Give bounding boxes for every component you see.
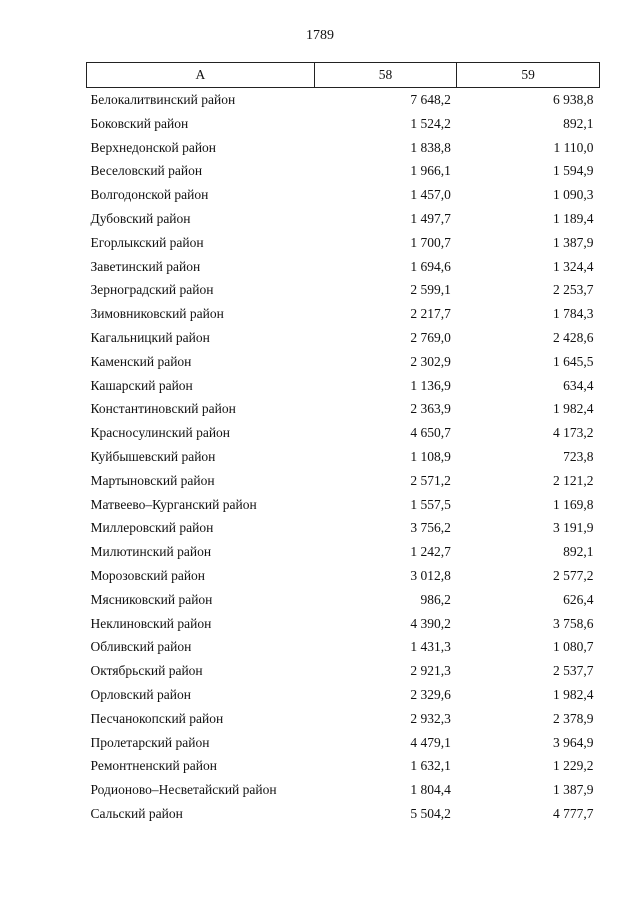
table-row: [87, 397, 600, 421]
row-value-58: 2 217,7: [410, 306, 451, 322]
table-row: [87, 802, 600, 826]
table-row: [87, 540, 600, 564]
table-row: [87, 564, 600, 588]
table-row: [87, 445, 600, 469]
table-row: [87, 612, 600, 636]
table-row: [87, 731, 600, 755]
table-row: [87, 255, 600, 279]
row-name: Волгодонской район: [90, 187, 209, 203]
row-name: Ремонтненский район: [90, 758, 217, 774]
row-value-59: 3 964,9: [553, 734, 594, 750]
table-row: [87, 707, 600, 731]
row-value-59: 1 387,9: [553, 782, 594, 798]
row-value-58: 1 524,2: [410, 115, 451, 131]
table-row: [87, 88, 600, 112]
row-value-58: 1 431,3: [410, 639, 451, 655]
row-name: Обливский район: [90, 639, 192, 655]
row-value-59: 4 777,7: [553, 805, 594, 821]
row-value-59: 723,8: [563, 448, 594, 464]
row-value-58: 3 756,2: [410, 520, 451, 536]
table-row: [87, 683, 600, 707]
row-value-59: 2 121,2: [553, 472, 594, 488]
table-row: [87, 112, 600, 136]
row-name: Верхнедонской район: [90, 139, 217, 155]
row-name: Дубовский район: [90, 210, 191, 226]
header-col-59: 59: [457, 63, 600, 88]
row-value-58: 1 108,9: [410, 448, 451, 464]
row-value-59: 1 169,8: [553, 496, 594, 512]
header-col-a: А: [87, 63, 315, 88]
table-row: [87, 421, 600, 445]
row-value-58: 2 932,3: [410, 710, 451, 726]
row-name: Сальский район: [90, 805, 183, 821]
row-name: Кашарский район: [90, 377, 193, 393]
row-value-58: 2 921,3: [410, 663, 451, 679]
row-value-58: 4 650,7: [410, 425, 451, 441]
row-value-58: 7 648,2: [410, 92, 451, 107]
row-value-58: 5 504,2: [410, 805, 451, 821]
row-name: Матвеево–Курганский район: [90, 496, 257, 512]
row-value-59: 634,4: [563, 377, 594, 393]
row-value-59: 1 982,4: [553, 686, 594, 702]
row-value-59: 1 982,4: [553, 401, 594, 417]
row-name: Зерноградский район: [90, 282, 214, 298]
table-row: [87, 278, 600, 302]
row-value-58: 986,2: [420, 591, 451, 607]
row-name: Белокалитвинский район: [90, 92, 236, 107]
row-name: Егорлыкский район: [90, 234, 204, 250]
row-value-58: 1 136,9: [410, 377, 451, 393]
row-value-58: 2 769,0: [410, 329, 451, 345]
table-row: [87, 588, 600, 612]
table-row: [87, 207, 600, 231]
row-name: Каменский район: [90, 353, 192, 369]
table-row: [87, 302, 600, 326]
row-value-59: 4 173,2: [553, 425, 594, 441]
row-name: Милютинский район: [90, 544, 212, 560]
row-value-58: 2 363,9: [410, 401, 451, 417]
row-value-59: 1 090,3: [553, 187, 594, 203]
table-row: [87, 659, 600, 683]
row-value-59: 1 324,4: [553, 258, 594, 274]
row-value-58: 2 599,1: [410, 282, 451, 298]
row-value-58: 2 302,9: [410, 353, 451, 369]
row-name: Родионово–Несветайский район: [90, 782, 277, 798]
table-header: [87, 63, 600, 88]
row-value-59: 2 253,7: [553, 282, 594, 298]
header-col-58: 58: [314, 63, 457, 88]
table-row: [87, 350, 600, 374]
row-name: Неклиновский район: [90, 615, 212, 631]
table-row: [87, 231, 600, 255]
row-value-58: 4 479,1: [410, 734, 451, 750]
row-name: Куйбышевский район: [90, 448, 216, 464]
row-value-59: 1 110,0: [553, 139, 594, 155]
row-name: Зимовниковский район: [90, 306, 224, 322]
row-value-59: 1 229,2: [553, 758, 594, 774]
row-value-58: 1 838,8: [410, 139, 451, 155]
row-value-59: 3 191,9: [553, 520, 594, 536]
row-value-59: 2 378,9: [553, 710, 594, 726]
row-name: Мясниковский район: [90, 591, 213, 607]
row-value-59: 1 387,9: [553, 234, 594, 250]
row-name: Пролетарский район: [90, 734, 210, 750]
row-value-58: 1 804,4: [410, 782, 451, 798]
table-row: [87, 374, 600, 398]
table-row: [87, 516, 600, 540]
row-name: Красносулинский район: [90, 425, 231, 441]
row-value-59: 1 784,3: [553, 306, 594, 322]
table-body: [87, 88, 600, 826]
row-value-58: 2 571,2: [410, 472, 451, 488]
row-value-58: 3 012,8: [410, 567, 451, 583]
row-value-59: 626,4: [563, 591, 594, 607]
row-name: Песчанокопский район: [90, 710, 224, 726]
table-row: [87, 635, 600, 659]
row-value-59: 892,1: [563, 544, 594, 560]
row-name: Миллеровский район: [90, 520, 214, 536]
row-value-59: 1 189,4: [553, 210, 594, 226]
row-value-58: 1 242,7: [410, 544, 451, 560]
row-name: Заветинский район: [90, 258, 201, 274]
row-value-58: 1 497,7: [410, 210, 451, 226]
row-name: Константиновский район: [90, 401, 236, 417]
table-row: [87, 183, 600, 207]
row-value-58: 2 329,6: [410, 686, 451, 702]
row-name: Октябрьский район: [90, 663, 203, 679]
row-value-59: 2 537,7: [553, 663, 594, 679]
row-value-59: 892,1: [563, 115, 594, 131]
row-value-58: 4 390,2: [410, 615, 451, 631]
row-name: Боковский район: [90, 115, 189, 131]
row-name: Веселовский район: [90, 163, 203, 179]
table-row: [87, 159, 600, 183]
row-value-59: 3 758,6: [553, 615, 594, 631]
row-value-59: 6 938,8: [553, 92, 594, 107]
row-value-58: 1 557,5: [410, 496, 451, 512]
row-value-59: 1 594,9: [553, 163, 594, 179]
table-row: [87, 326, 600, 350]
table-row: [87, 754, 600, 778]
row-value-59: 1 080,7: [553, 639, 594, 655]
row-value-59: 2 577,2: [553, 567, 594, 583]
row-name: Орловский район: [90, 686, 191, 702]
row-name: Кагальницкий район: [90, 329, 210, 345]
row-value-59: 2 428,6: [553, 329, 594, 345]
row-name: Мартыновский район: [90, 472, 215, 488]
row-name: Морозовский район: [90, 567, 206, 583]
data-table: [86, 62, 600, 826]
table-row: [87, 778, 600, 802]
row-value-58: 1 694,6: [410, 258, 451, 274]
row-value-58: 1 700,7: [410, 234, 451, 250]
table-row: [87, 469, 600, 493]
table-row: [87, 136, 600, 160]
row-value-59: 1 645,5: [553, 353, 594, 369]
table-row: [87, 493, 600, 517]
page-number: 1789: [306, 28, 334, 43]
row-value-58: 1 457,0: [410, 187, 451, 203]
row-value-58: 1 966,1: [410, 163, 451, 179]
row-value-58: 1 632,1: [410, 758, 451, 774]
